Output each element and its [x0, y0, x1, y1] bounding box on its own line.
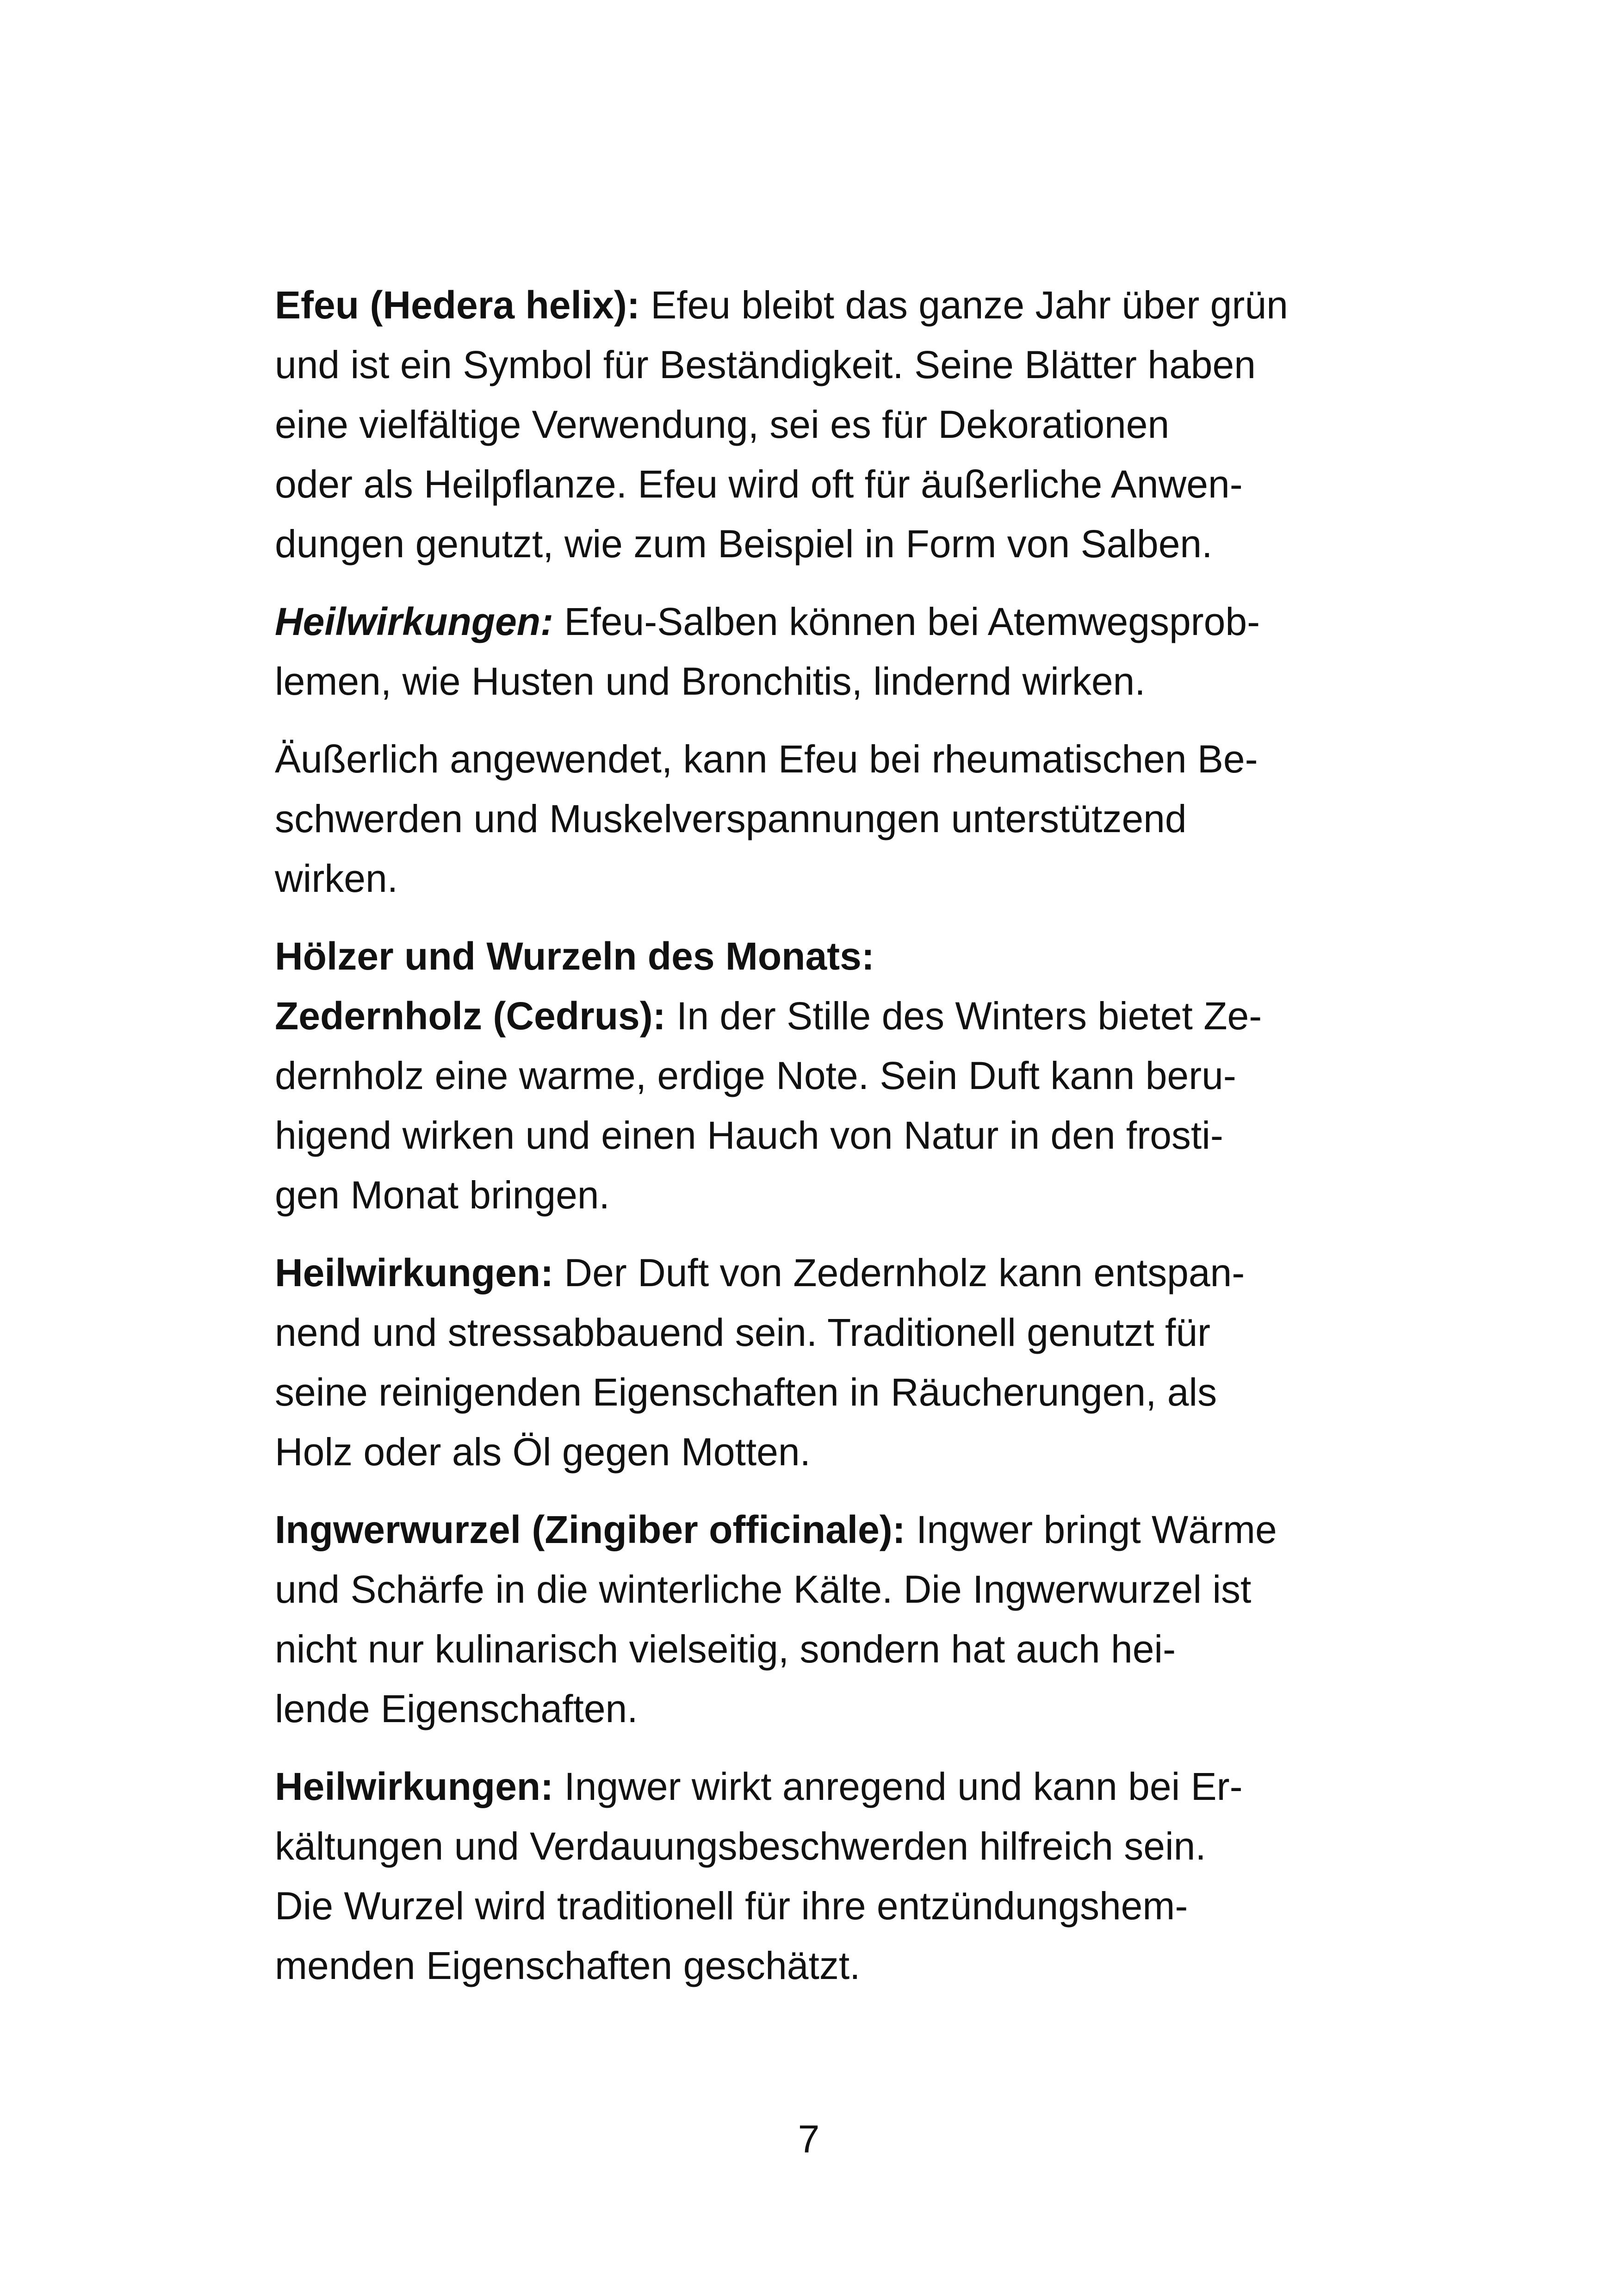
text-run: schwerden und Muskelverspannungen unterstützend: [275, 797, 1187, 840]
emphasized-term: Heilwirkungen:: [275, 1765, 554, 1808]
text-run: und ist ein Symbol für Beständigkeit. Seine Blätter haben: [275, 343, 1256, 386]
paragraph-gap: [275, 1225, 1358, 1243]
text-line: [275, 592, 1358, 652]
paragraph: [275, 1757, 1358, 1996]
text-run: wirken.: [275, 857, 398, 900]
text-line: [275, 1560, 1358, 1619]
text-line: [275, 849, 1358, 908]
text-line: [275, 335, 1358, 395]
text-line: [275, 789, 1358, 849]
paragraph-gap: [275, 908, 1358, 927]
text-run: dungen genutzt, wie zum Beispiel in Form von Salben.: [275, 522, 1213, 566]
paragraph: [275, 1243, 1358, 1482]
text-run: dernholz eine warme, erdige Note. Sein Duft kann beru-: [275, 1054, 1236, 1097]
text-line: [275, 729, 1358, 789]
text-run: Der Duft von Zedernholz kann entspan-: [553, 1251, 1245, 1294]
text-run: gen Monat bringen.: [275, 1173, 610, 1217]
text-run: nicht nur kulinarisch vielseitig, sondern hat auch hei-: [275, 1627, 1176, 1671]
text-run: In der Stille des Winters bietet Ze-: [665, 994, 1262, 1038]
emphasized-term: Zedernholz (Cedrus):: [275, 994, 666, 1038]
text-line: [275, 1046, 1358, 1106]
page-number: 7: [798, 2117, 820, 2161]
text-run: nend und stressabbauend sein. Traditionell genutzt für: [275, 1311, 1211, 1354]
paragraph: [275, 729, 1358, 908]
text-run: lende Eigenschaften.: [275, 1687, 638, 1730]
text-line: [275, 1936, 1358, 1996]
paragraph: [275, 275, 1358, 574]
paragraph: [275, 927, 1358, 1225]
text-run: Efeu bleibt das ganze Jahr über grün: [639, 283, 1288, 327]
text-run: higend wirken und einen Hauch von Natur in den frosti-: [275, 1114, 1223, 1157]
paragraph-gap: [275, 574, 1358, 592]
emphasized-term: Hölzer und Wurzeln des Monats:: [275, 934, 874, 978]
text-line: [275, 1876, 1358, 1936]
text-line: [275, 1500, 1358, 1560]
text-line: [275, 1243, 1358, 1303]
text-run: kältungen und Verdauungsbeschwerden hilfreich sein.: [275, 1824, 1206, 1868]
text-run: menden Eigenschaften geschätzt.: [275, 1944, 861, 1987]
text-run: oder als Heilpflanze. Efeu wird oft für äußerliche Anwen-: [275, 462, 1243, 506]
text-run: und Schärfe in die winterliche Kälte. Die Ingwerwurzel ist: [275, 1568, 1252, 1611]
text-line: [275, 652, 1358, 711]
paragraph-gap: [275, 1739, 1358, 1757]
text-run: Efeu-Salben können bei Atemwegsprob-: [553, 600, 1260, 643]
text-line: [275, 275, 1358, 335]
paragraph: [275, 592, 1358, 711]
text-line: [275, 1363, 1358, 1422]
text-run: Ingwer bringt Wärme: [905, 1508, 1277, 1551]
text-run: Holz oder als Öl gegen Motten.: [275, 1430, 811, 1474]
text-run: seine reinigenden Eigenschaften in Räucherungen, als: [275, 1370, 1217, 1414]
text-line: [275, 1165, 1358, 1225]
text-line: [275, 1106, 1358, 1165]
text-line: [275, 986, 1358, 1046]
emphasized-term: Heilwirkungen:: [275, 1251, 554, 1294]
text-line: [275, 1619, 1358, 1679]
text-run: lemen, wie Husten und Bronchitis, lindernd wirken.: [275, 660, 1146, 703]
text-line: [275, 1757, 1358, 1817]
text-line: [275, 927, 1358, 986]
emphasized-term: Ingwerwurzel (Zingiber officinale):: [275, 1508, 905, 1551]
emphasized-term: Efeu (Hedera helix):: [275, 283, 640, 327]
body-text: [275, 275, 1358, 1996]
emphasized-term: Heilwirkungen:: [275, 600, 554, 643]
paragraph: [275, 1500, 1358, 1739]
text-line: [275, 514, 1358, 574]
text-line: [275, 1679, 1358, 1739]
text-line: [275, 395, 1358, 454]
text-line: [275, 1303, 1358, 1363]
text-line: [275, 1422, 1358, 1482]
paragraph-gap: [275, 711, 1358, 729]
text-run: Ingwer wirkt anregend und kann bei Er-: [553, 1765, 1243, 1808]
text-line: [275, 1817, 1358, 1876]
paragraph-gap: [275, 1482, 1358, 1500]
text-run: Äußerlich angewendet, kann Efeu bei rheumatischen Be-: [275, 737, 1258, 781]
text-run: eine vielfältige Verwendung, sei es für Dekorationen: [275, 403, 1170, 446]
text-line: [275, 454, 1358, 514]
text-run: Die Wurzel wird traditionell für ihre entzündungshem-: [275, 1884, 1188, 1928]
